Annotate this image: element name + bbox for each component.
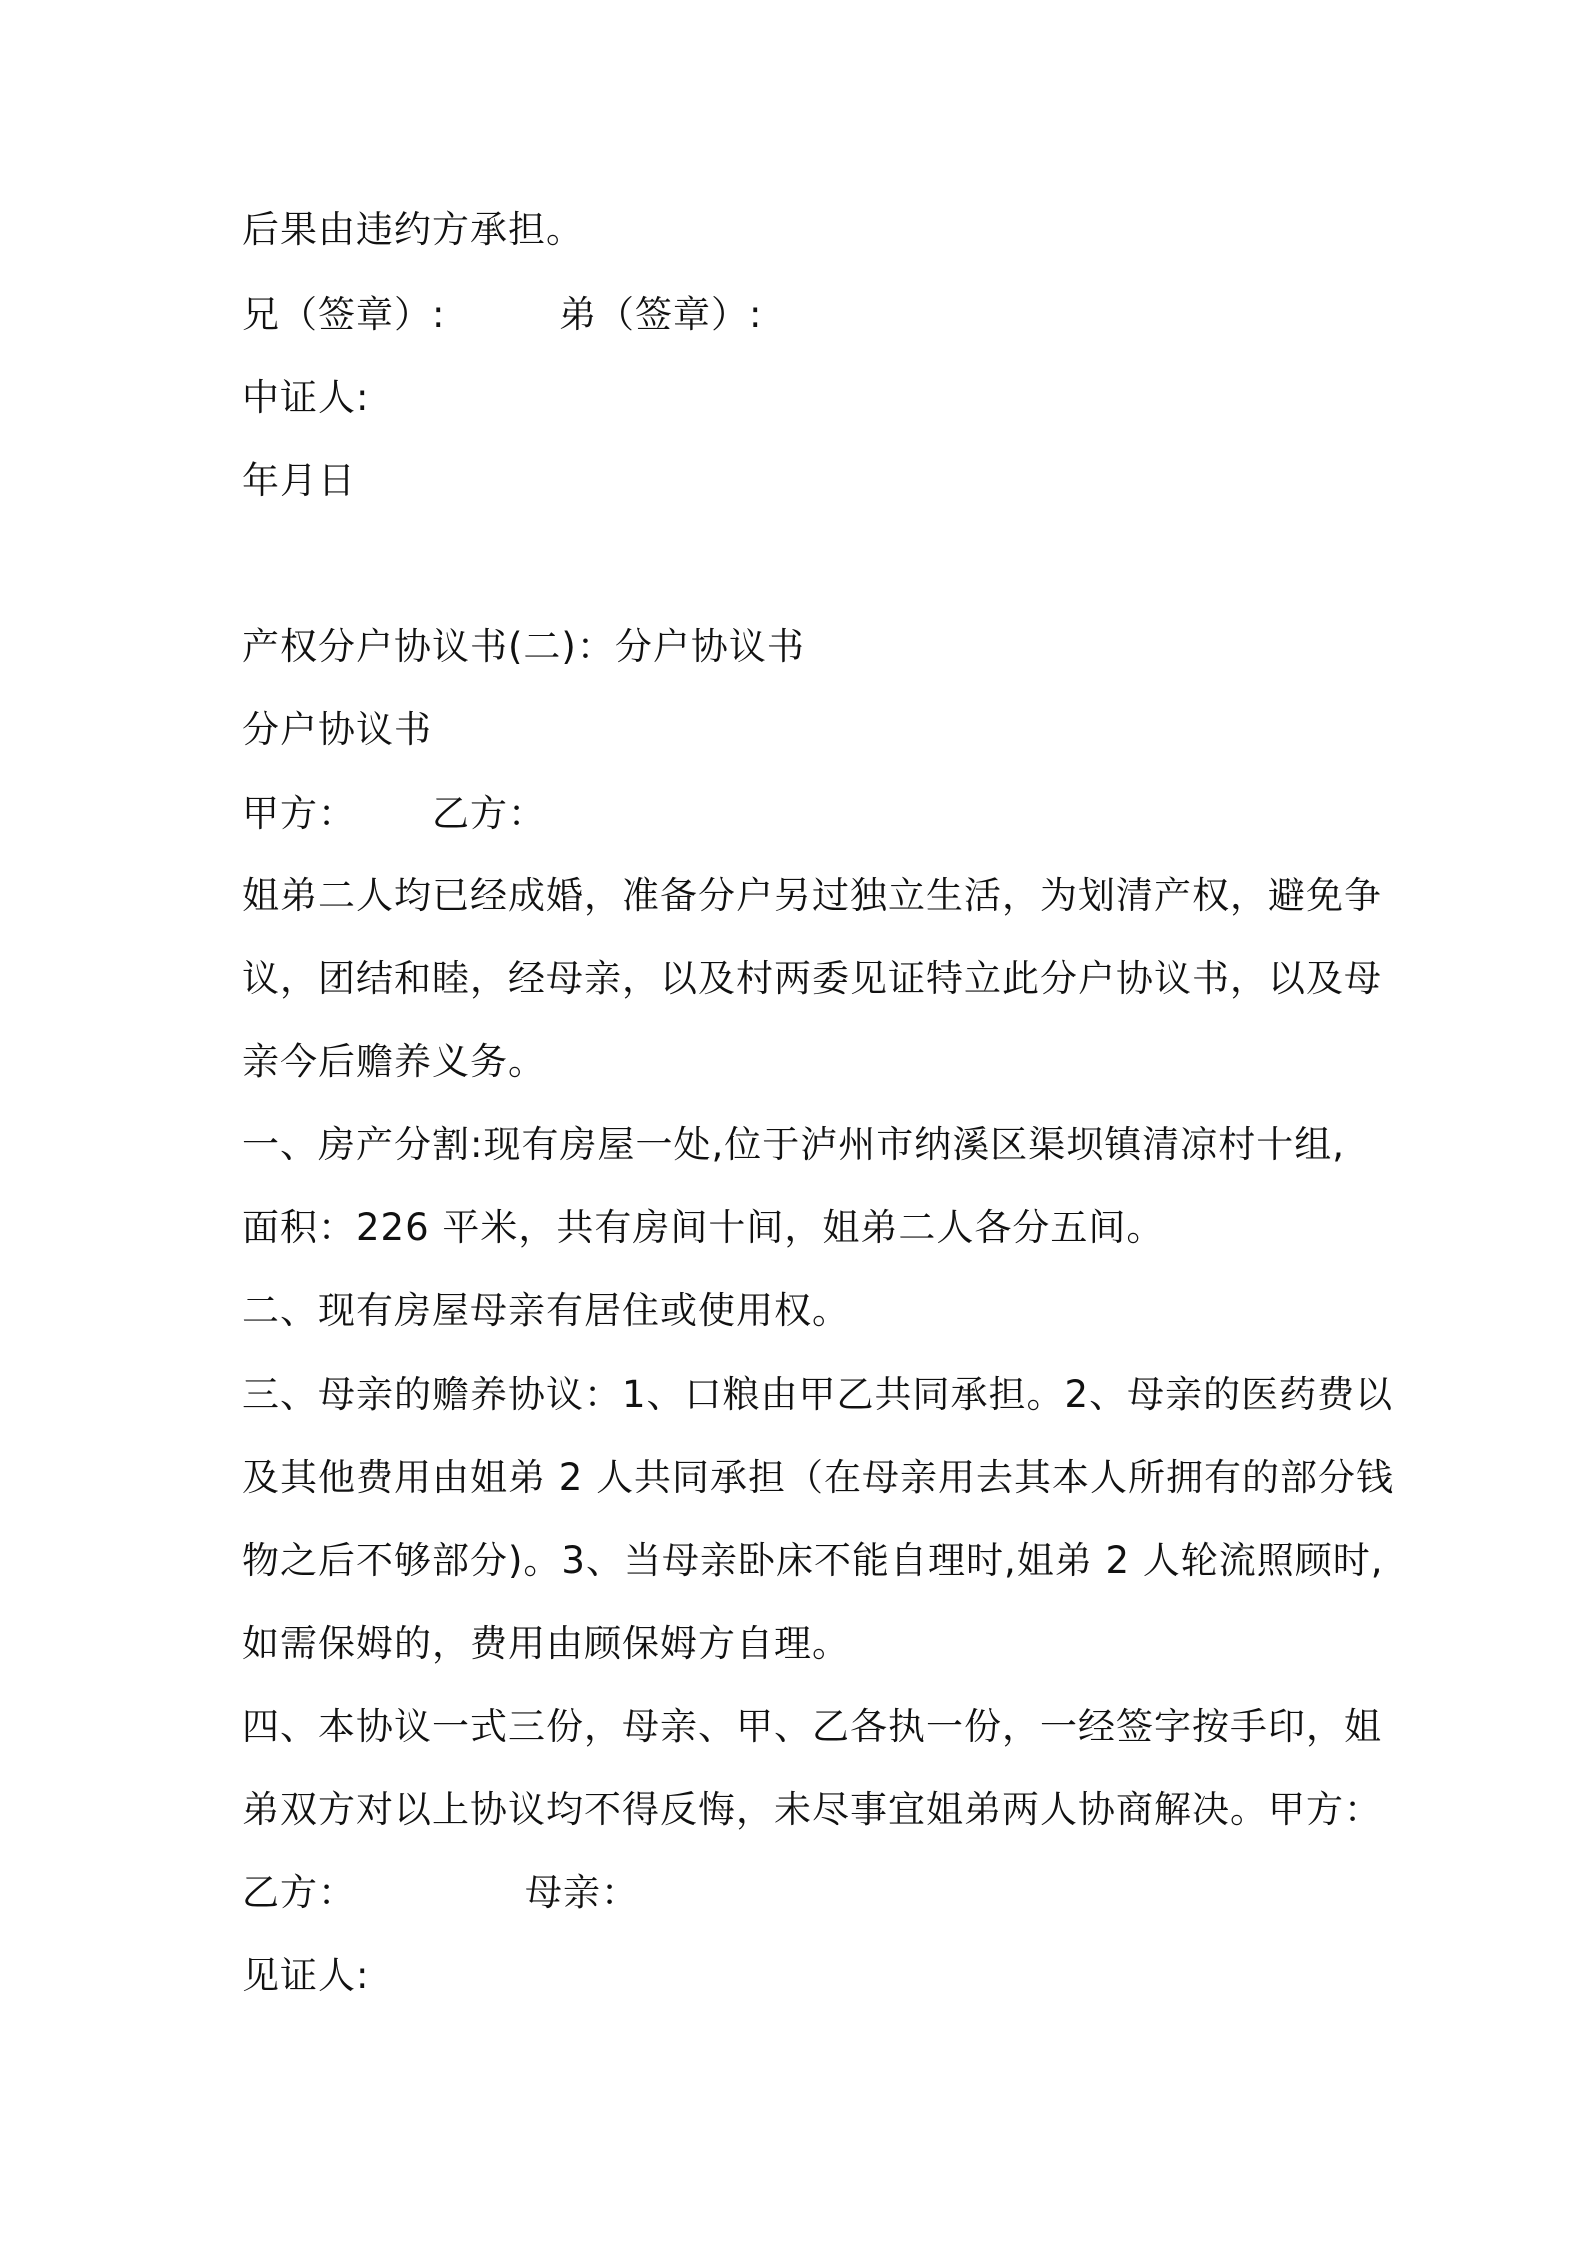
paragraph-line: 弟双方对以上协议均不得反悔，未尽事宜姐弟两人协商解决。甲方： xyxy=(242,1788,1382,1831)
mother-signature-label: 母亲： xyxy=(525,1871,639,1914)
section-title: 产权分户协议书(二)：分户协议书 xyxy=(242,625,805,668)
notary-line: 中证人: xyxy=(242,376,370,419)
document-title: 分户协议书 xyxy=(242,708,432,751)
paragraph-line: 物之后不够部分)。3、当母亲卧床不能自理时,姐弟 2 人轮流照顾时, xyxy=(242,1539,1384,1582)
date-line: 年月日 xyxy=(242,459,356,502)
paragraph-line: 及其他费用由姐弟 2 人共同承担（在母亲用去其本人所拥有的部分钱 xyxy=(242,1456,1395,1499)
party-b-label: 乙方： xyxy=(432,792,546,835)
paragraph-line: 亲今后赡养义务。 xyxy=(242,1040,546,1083)
party-b-signature-label: 乙方： xyxy=(242,1871,356,1914)
paragraph-line: 三、母亲的赡养协议：1、口粮由甲乙共同承担。2、母亲的医药费以 xyxy=(242,1373,1394,1416)
paragraph-line: 议，团结和睦，经母亲，以及村两委见证特立此分户协议书，以及母 xyxy=(242,957,1382,1000)
brother-signature-label: 兄（签章）: xyxy=(242,293,446,336)
text-line-1: 后果由违约方承担。 xyxy=(242,208,584,251)
witness-line: 见证人: xyxy=(242,1954,370,1997)
paragraph-line: 一、房产分割:现有房屋一处,位于泸州市纳溪区渠坝镇清凉村十组, xyxy=(242,1123,1345,1166)
paragraph-line: 二、现有房屋母亲有居住或使用权。 xyxy=(242,1289,850,1332)
paragraph-line: 面积：226 平米，共有房间十间，姐弟二人各分五间。 xyxy=(242,1206,1165,1249)
party-a-label: 甲方： xyxy=(242,792,356,835)
younger-brother-signature-label: 弟（签章）: xyxy=(559,293,763,336)
paragraph-line: 姐弟二人均已经成婚，准备分户另过独立生活，为划清产权，避免争 xyxy=(242,874,1382,917)
paragraph-line: 四、本协议一式三份，母亲、甲、乙各执一份，一经签字按手印，姐 xyxy=(242,1705,1382,1748)
paragraph-line: 如需保姆的，费用由顾保姆方自理。 xyxy=(242,1622,850,1665)
